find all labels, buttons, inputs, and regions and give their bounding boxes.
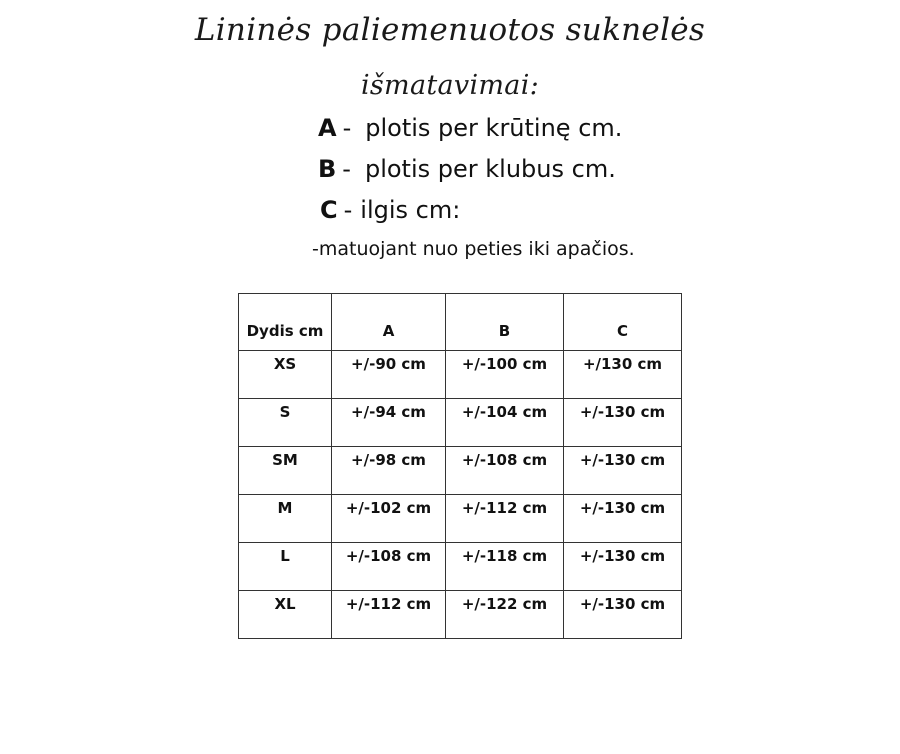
size-table [238,293,682,639]
table-row [239,447,682,495]
cell-a: +/-112 cm [332,591,446,639]
cell-b: +/-104 cm [446,399,564,447]
cell-a: +/-98 cm [332,447,446,495]
cell-size: M [239,495,332,543]
table-row [239,351,682,399]
header-a: A [332,294,446,351]
legend-item-b [318,155,616,183]
cell-c: +/-130 cm [564,591,682,639]
page-title: Lininės paliemenuotos suknelės [194,12,706,48]
cell-c: +/-130 cm [564,447,682,495]
legend-key: A [318,114,337,142]
page-subtitle: išmatavimai: [360,70,540,101]
measurement-note: -matuojant nuo peties iki apačios. [312,238,635,260]
table-row [239,543,682,591]
cell-a: +/-108 cm [332,543,446,591]
legend-text: plotis per klubus cm. [364,155,616,183]
legend-dash: - [343,196,353,224]
legend-item-c [320,196,460,224]
header-c: C [564,294,682,351]
table-header-row [239,294,682,351]
legend-text: ilgis cm: [360,196,461,224]
table-row [239,495,682,543]
cell-b: +/-112 cm [446,495,564,543]
cell-b: +/-108 cm [446,447,564,495]
cell-b: +/-122 cm [446,591,564,639]
cell-a: +/-102 cm [332,495,446,543]
cell-size: S [239,399,332,447]
header-b: B [446,294,564,351]
cell-a: +/-90 cm [332,351,446,399]
cell-c: +/-130 cm [564,399,682,447]
legend-text: plotis per krūtinę cm. [365,114,623,142]
cell-b: +/-118 cm [446,543,564,591]
legend-key: C [320,196,338,224]
table-row [239,591,682,639]
cell-size: L [239,543,332,591]
cell-size: XL [239,591,332,639]
header-size: Dydis cm [239,294,332,351]
legend-dash: - [342,114,352,142]
cell-c: +/130 cm [564,351,682,399]
table-row [239,399,682,447]
cell-c: +/-130 cm [564,543,682,591]
cell-size: SM [239,447,332,495]
legend-key: B [318,155,337,183]
legend-dash: - [342,155,351,183]
legend-item-a [318,114,622,142]
cell-c: +/-130 cm [564,495,682,543]
cell-b: +/-100 cm [446,351,564,399]
cell-a: +/-94 cm [332,399,446,447]
cell-size: XS [239,351,332,399]
